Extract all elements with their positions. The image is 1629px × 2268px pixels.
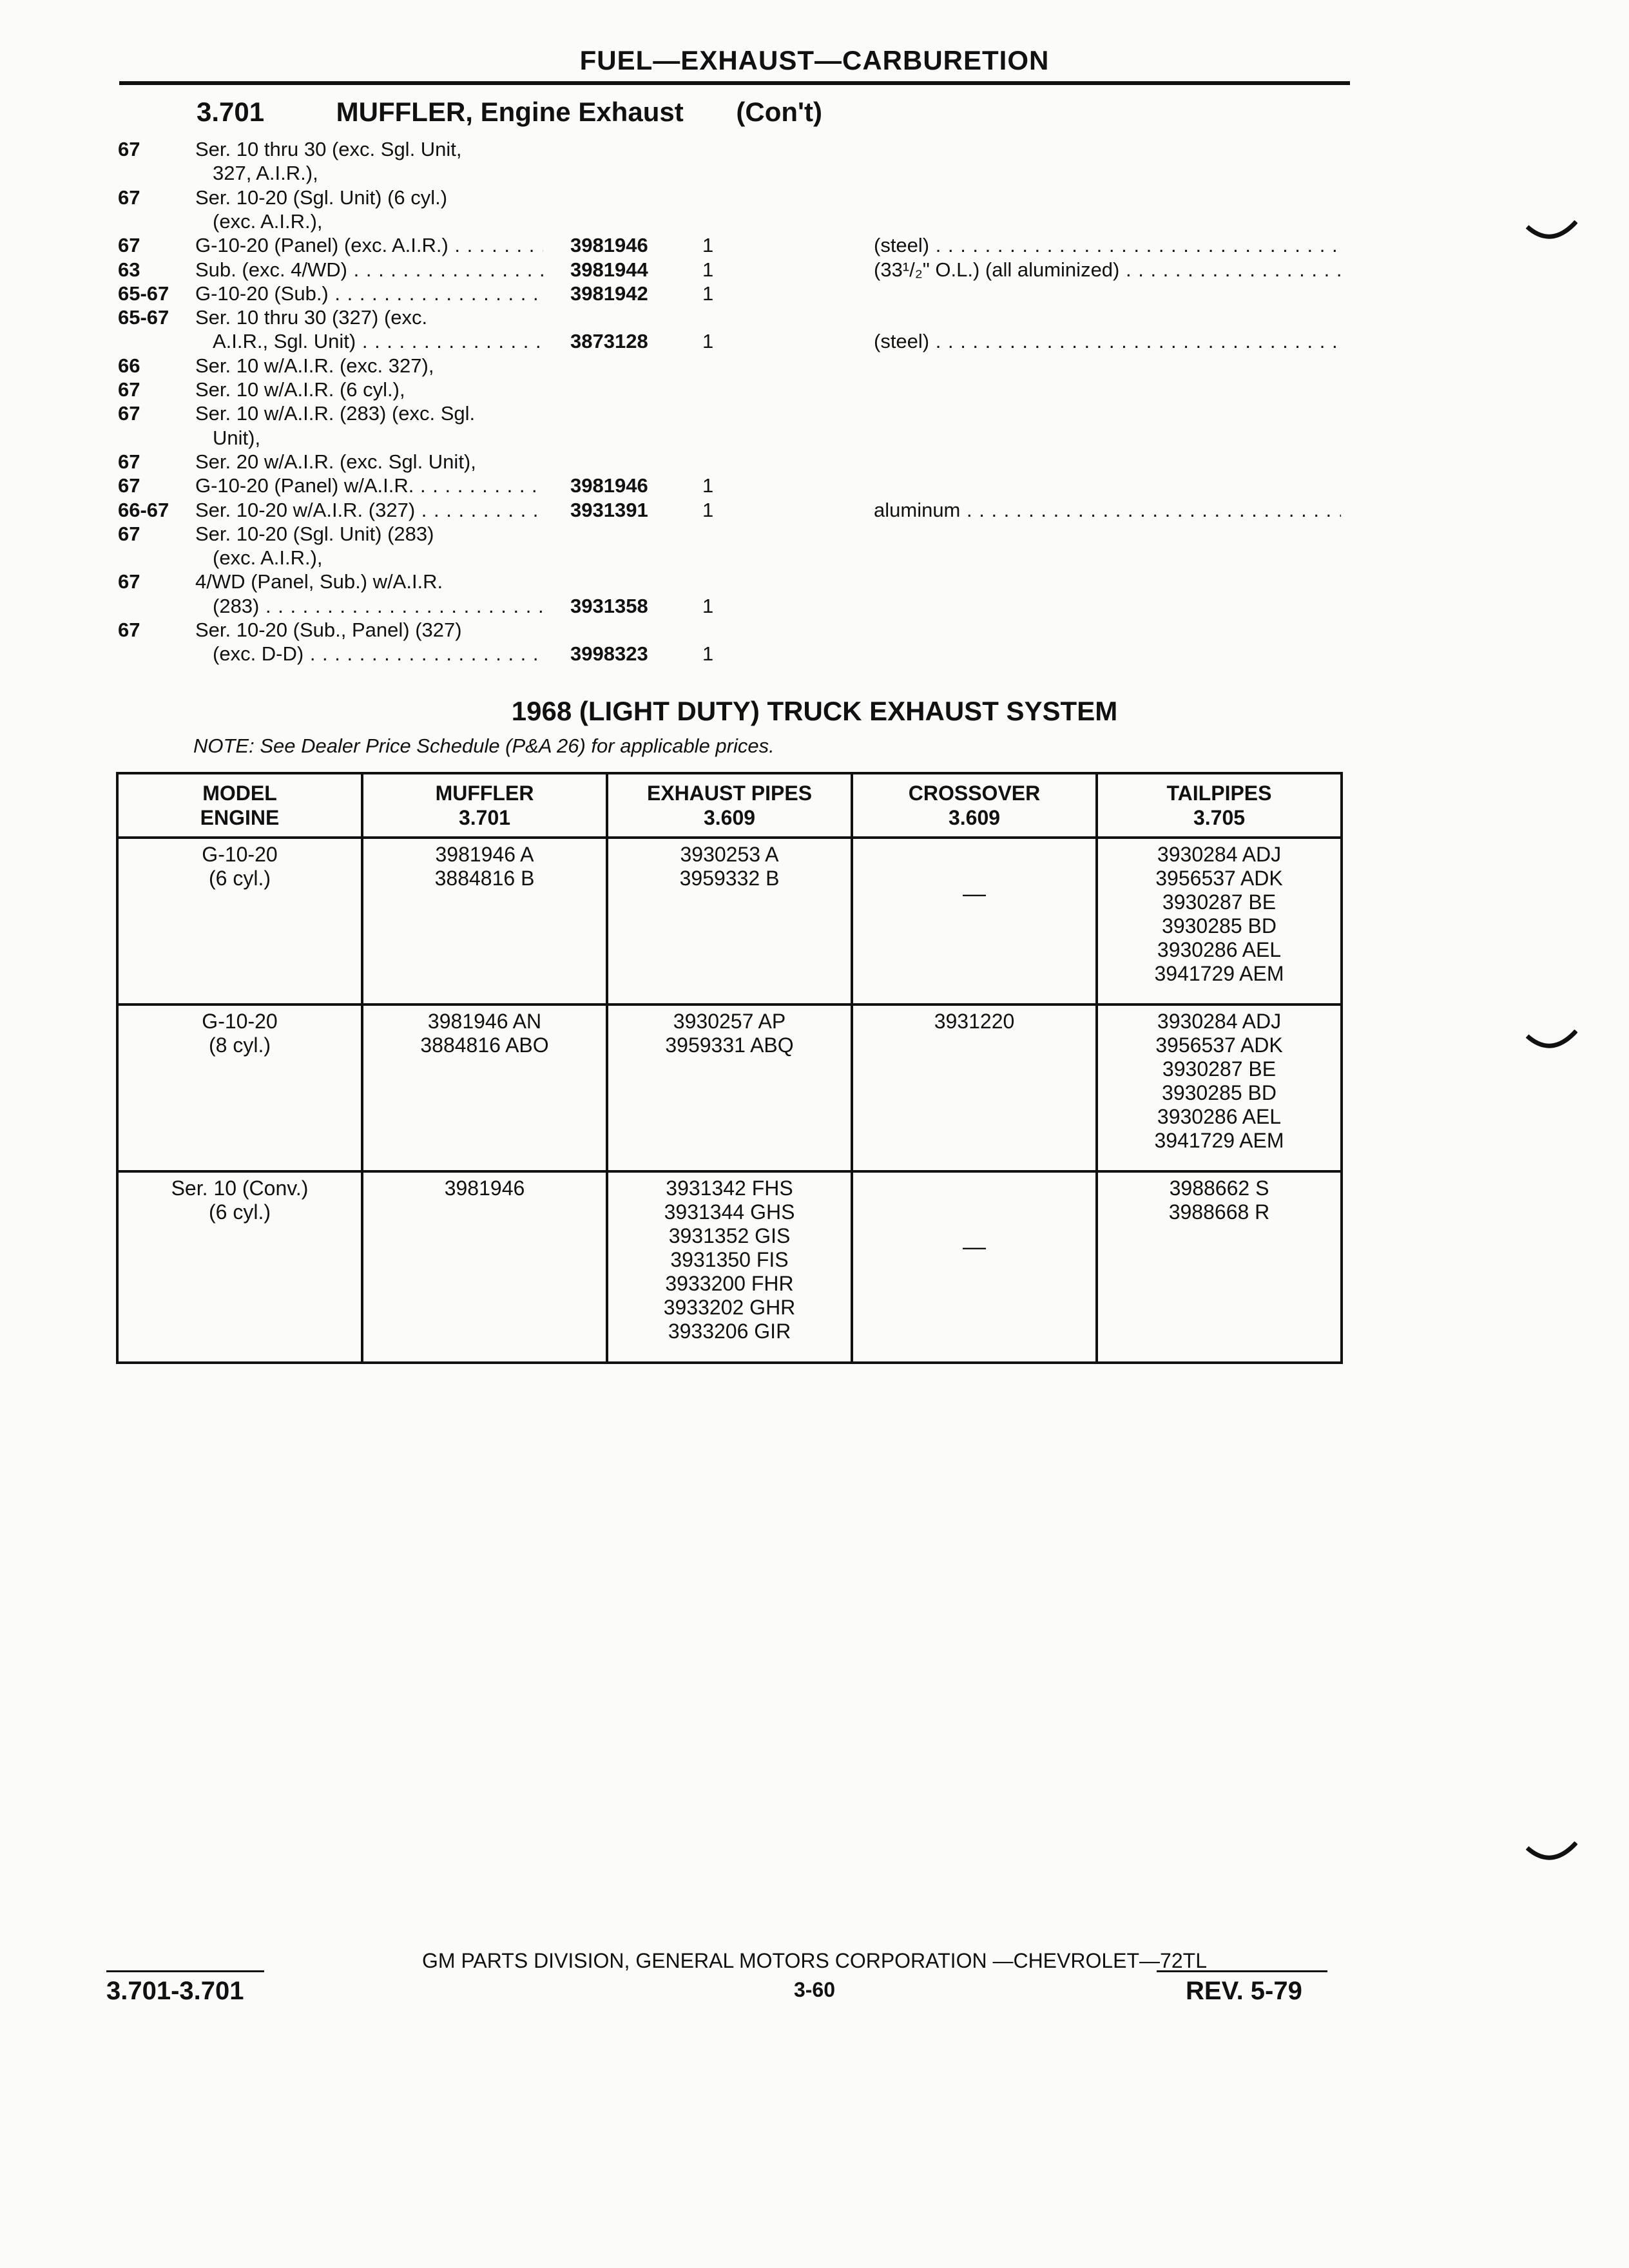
cell-line: 3930286 AEL — [1157, 938, 1282, 961]
application-description: Ser. 10 w/A.I.R. (6 cyl.), — [195, 378, 405, 401]
binder-hole-mark — [1526, 220, 1577, 245]
parts-list-row — [0, 522, 1629, 546]
parts-list-row — [0, 354, 1629, 378]
cell-line: 3930284 ADJ — [1157, 1010, 1282, 1033]
tailpipes-cell — [1097, 1004, 1342, 1171]
crossover-cell — [852, 838, 1097, 1004]
cell-line: 3988668 R — [1168, 1200, 1270, 1224]
parts-list-row — [0, 137, 1629, 161]
cell-line: 3956537 ADK — [1155, 867, 1283, 890]
exhaust-pipes-cell — [607, 1004, 852, 1171]
cell-line: 3931352 GIS — [668, 1224, 791, 1247]
parts-list-row — [0, 401, 1629, 425]
cell-line: 3931220 — [934, 1010, 1015, 1033]
cell-line: (6 cyl.) — [209, 867, 271, 890]
application-description: G-10-20 (Panel) w/A.I.R. . . . — [195, 474, 543, 497]
table-row — [117, 1004, 1342, 1171]
section-title: MUFFLER, Engine Exhaust — [336, 97, 684, 127]
model-year: 67 — [118, 619, 140, 641]
parts-list-row — [0, 209, 1629, 233]
cell-line: 3930287 BE — [1162, 1057, 1277, 1081]
model-year: 63 — [118, 258, 140, 281]
part-number: 3981942 — [570, 282, 648, 305]
cell-line: 3933200 FHR — [665, 1272, 794, 1295]
parts-list-row — [0, 570, 1629, 593]
application-description: Ser. 10 thru 30 (327) (exc. — [195, 306, 428, 329]
header-line: EXHAUST PIPES — [646, 782, 813, 805]
quantity: 1 — [702, 594, 714, 617]
application-description: Ser. 10 w/A.I.R. (exc. 327), — [195, 354, 434, 377]
application-description: Sub. (exc. 4/WD) . . . — [195, 258, 543, 282]
model-engine-cell — [117, 1171, 362, 1363]
parts-list-row — [0, 258, 1629, 282]
exhaust-system-table — [116, 772, 1343, 1364]
application-description: 327, A.I.R.), — [213, 162, 318, 185]
parts-list-row — [0, 329, 1629, 353]
note-label: NOTE: — [193, 735, 255, 757]
cell-line: 3930287 BE — [1162, 890, 1277, 914]
header-line: 3.701 — [458, 806, 511, 829]
system-title: 1968 (LIGHT DUTY) TRUCK EXHAUST SYSTEM — [511, 696, 1118, 726]
table-header-row — [117, 773, 1342, 838]
page-header-title: FUEL—EXHAUST—CARBURETION — [579, 45, 1050, 75]
application-description: (283) . . . — [213, 594, 543, 618]
application-description: Ser. 20 w/A.I.R. (exc. Sgl. Unit), — [195, 450, 476, 473]
muffler-cell — [362, 1004, 607, 1171]
section-heading — [197, 97, 822, 128]
cell-line: 3981946 AN — [427, 1010, 542, 1033]
parts-list-row — [0, 474, 1629, 497]
header-line: MUFFLER — [435, 782, 534, 805]
section-continued: (Con't) — [736, 97, 822, 127]
exhaust-pipes-cell — [607, 838, 852, 1004]
parts-list-row — [0, 282, 1629, 305]
parts-list-row — [0, 450, 1629, 474]
application-description: Ser. 10-20 (Sub., Panel) (327) — [195, 619, 462, 641]
cell-line: 3930257 AP — [673, 1010, 786, 1033]
application-description: G-10-20 (Panel) (exc. A.I.R.) . . . — [195, 233, 543, 257]
cell-line: 3884816 B — [434, 867, 535, 890]
cell-line: 3941729 AEM — [1154, 1129, 1284, 1152]
header-muffler — [362, 773, 607, 838]
parts-list-row — [0, 233, 1629, 257]
part-number: 3981946 — [570, 474, 648, 497]
application-description: (exc. A.I.R.), — [213, 546, 323, 570]
footer-revision: REV. 5-79 — [1186, 1977, 1302, 2005]
header-line: MODEL — [202, 782, 277, 805]
header-exhaust-pipes — [607, 773, 852, 838]
muffler-cell — [362, 1171, 607, 1363]
quantity: 1 — [702, 474, 714, 497]
header-crossover — [852, 773, 1097, 838]
header-tailpipes — [1097, 773, 1342, 838]
part-number: 3981944 — [570, 258, 648, 281]
cell-line: 3931344 GHS — [664, 1200, 795, 1224]
remark: (33¹/₂" O.L.) (all aluminized) . . . — [874, 258, 1341, 282]
quantity: 1 — [702, 234, 714, 257]
parts-list-row — [0, 546, 1629, 570]
quantity: 1 — [702, 258, 714, 281]
cell-line: 3931350 FIS — [670, 1248, 789, 1271]
table-row — [117, 838, 1342, 1004]
cell-line: 3931342 FHS — [666, 1177, 793, 1200]
parts-list-row — [0, 642, 1629, 666]
footer-section-range: 3.701-3.701 — [106, 1977, 244, 2005]
crossover-cell — [852, 1171, 1097, 1363]
model-year: 67 — [118, 138, 140, 160]
model-year: 67 — [118, 474, 140, 497]
tailpipes-cell — [1097, 1171, 1342, 1363]
model-year: 67 — [118, 570, 140, 593]
cell-line: 3956537 ADK — [1155, 1033, 1283, 1057]
footer-credit: GM PARTS DIVISION, GENERAL MOTORS CORPORATION —CHEVROLET—72TL — [422, 1949, 1207, 1972]
model-year: 66-67 — [118, 498, 169, 521]
cell-line: 3930285 BD — [1162, 914, 1277, 937]
application-description: Ser. 10-20 (Sgl. Unit) (283) — [195, 522, 434, 545]
cell-line: (8 cyl.) — [209, 1033, 271, 1057]
cell-line: 3959331 ABQ — [665, 1033, 794, 1057]
cell-line: 3930253 A — [680, 843, 779, 866]
part-number: 3998323 — [570, 642, 648, 666]
remark: (steel) . . . — [874, 233, 1341, 257]
application-description: Ser. 10 w/A.I.R. (283) (exc. Sgl. — [195, 402, 476, 425]
no-part-dash: — — [963, 1233, 986, 1260]
quantity: 1 — [702, 330, 714, 353]
cell-line: 3981946 — [444, 1177, 525, 1200]
application-description: G-10-20 (Sub.) . . . — [195, 282, 543, 305]
model-year: 67 — [118, 522, 140, 545]
parts-list-row — [0, 186, 1629, 209]
model-year: 67 — [118, 378, 140, 401]
application-description: Ser. 10 thru 30 (exc. Sgl. Unit, — [195, 138, 462, 160]
cell-line: 3933206 GIR — [668, 1320, 791, 1343]
model-year: 65-67 — [118, 282, 169, 305]
binder-hole-mark — [1526, 1030, 1577, 1054]
section-number: 3.701 — [197, 97, 265, 127]
model-engine-cell — [117, 1004, 362, 1171]
cell-line: 3959332 B — [679, 867, 780, 890]
no-part-dash: — — [963, 880, 986, 907]
model-year: 67 — [118, 402, 140, 425]
model-year: 65-67 — [118, 306, 169, 329]
application-description: 4/WD (Panel, Sub.) w/A.I.R. — [195, 570, 443, 593]
header-line: CROSSOVER — [908, 782, 1041, 805]
muffler-cell — [362, 838, 607, 1004]
application-description: A.I.R., Sgl. Unit) . . . — [213, 329, 543, 353]
crossover-cell — [852, 1004, 1097, 1171]
quantity: 1 — [702, 282, 714, 305]
header-line: 3.609 — [703, 806, 756, 829]
parts-list-row — [0, 161, 1629, 185]
cell-line: (6 cyl.) — [209, 1200, 271, 1224]
header-line: 3.705 — [1193, 806, 1246, 829]
cell-line: 3884816 ABO — [420, 1033, 549, 1057]
model-year: 67 — [118, 234, 140, 257]
application-description: Ser. 10-20 (Sgl. Unit) (6 cyl.) — [195, 186, 448, 209]
cell-line: Ser. 10 (Conv.) — [171, 1177, 309, 1200]
remark: (steel) . . . — [874, 329, 1341, 353]
application-description: (exc. A.I.R.), — [213, 209, 323, 233]
cell-line: 3930284 ADJ — [1157, 843, 1282, 866]
table-row — [117, 1171, 1342, 1363]
note-text: See Dealer Price Schedule (P&A 26) for applicable prices. — [260, 735, 775, 757]
quantity: 1 — [702, 498, 714, 521]
parts-list-row — [0, 305, 1629, 329]
cell-line: 3930285 BD — [1162, 1081, 1277, 1104]
cell-line: 3981946 A — [435, 843, 534, 866]
quantity: 1 — [702, 642, 714, 666]
cell-line: G-10-20 — [202, 1010, 278, 1033]
model-engine-cell — [117, 838, 362, 1004]
parts-list-row — [0, 426, 1629, 450]
header-line: 3.609 — [948, 806, 1001, 829]
application-description: (exc. D-D) . . . — [213, 642, 543, 666]
cell-line: G-10-20 — [202, 843, 278, 866]
model-year: 66 — [118, 354, 140, 377]
part-number: 3873128 — [570, 330, 648, 353]
header-line: TAILPIPES — [1166, 782, 1272, 805]
system-note — [193, 735, 775, 758]
parts-list-row — [0, 378, 1629, 401]
footer-page-number: 3-60 — [793, 1978, 836, 2001]
header-line: ENGINE — [200, 806, 280, 829]
header-model-engine — [117, 773, 362, 838]
application-description: Ser. 10-20 w/A.I.R. (327) . . . — [195, 498, 543, 522]
header-divider — [119, 81, 1350, 85]
model-year: 67 — [118, 450, 140, 473]
binder-hole-mark — [1526, 1841, 1577, 1866]
parts-list-row — [0, 594, 1629, 618]
cell-line: 3930286 AEL — [1157, 1105, 1282, 1128]
parts-list-row — [0, 618, 1629, 642]
part-number: 3981946 — [570, 234, 648, 257]
cell-line: 3988662 S — [1169, 1177, 1269, 1200]
application-description: Unit), — [213, 426, 261, 449]
part-number: 3931391 — [570, 498, 648, 521]
remark: aluminum . . . — [874, 498, 1341, 522]
exhaust-pipes-cell — [607, 1171, 852, 1363]
part-number: 3931358 — [570, 594, 648, 617]
cell-line: 3933202 GHR — [663, 1296, 796, 1319]
cell-line: 3941729 AEM — [1154, 962, 1284, 985]
parts-list-row — [0, 498, 1629, 522]
model-year: 67 — [118, 186, 140, 209]
tailpipes-cell — [1097, 838, 1342, 1004]
